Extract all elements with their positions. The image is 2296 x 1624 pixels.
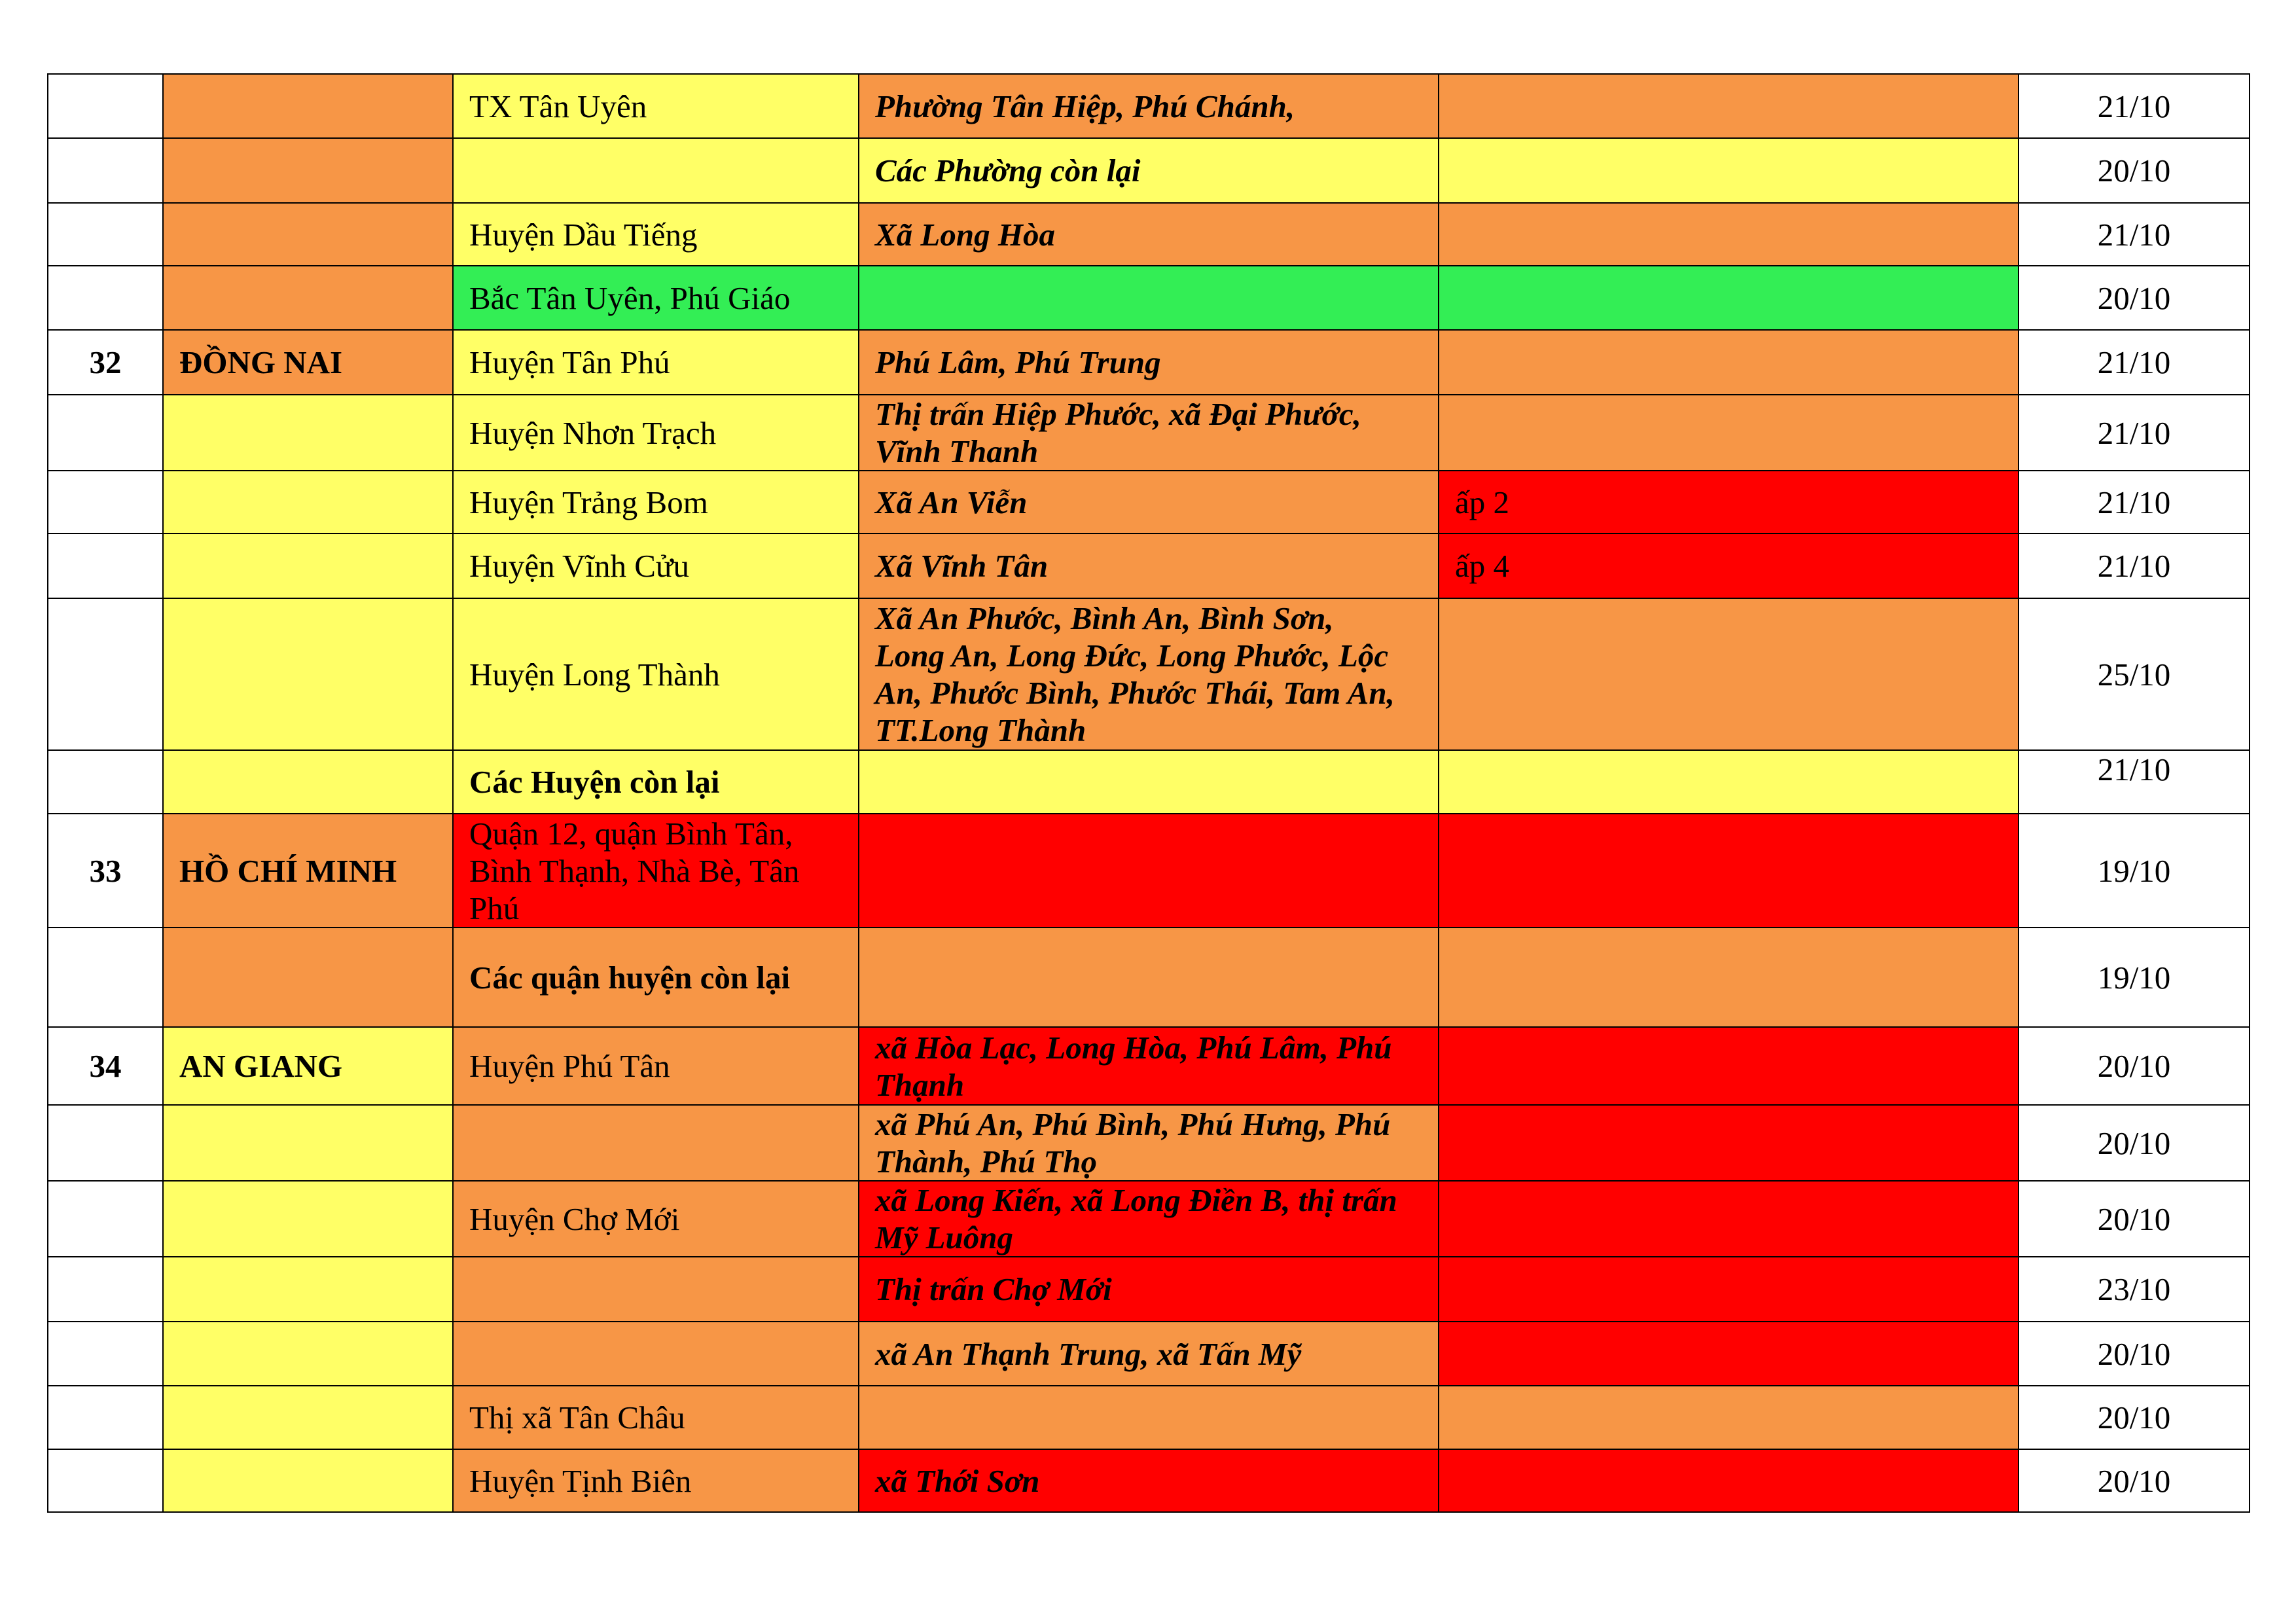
- province-cell: [163, 1257, 453, 1322]
- hamlet-cell: [1439, 138, 2018, 203]
- date-cell: 20/10: [2018, 266, 2250, 330]
- hamlet-cell: [1439, 928, 2018, 1027]
- province-cell: [163, 533, 453, 598]
- hamlet-cell: ấp 4: [1439, 533, 2018, 598]
- risk-level-table: [47, 73, 2250, 1513]
- district-cell: Bắc Tân Uyên, Phú Giáo: [453, 266, 859, 330]
- hamlet-cell: [1439, 1027, 2018, 1105]
- commune-cell: Phường Tân Hiệp, Phú Chánh,: [859, 74, 1439, 138]
- district-cell: Huyện Vĩnh Cửu: [453, 533, 859, 598]
- table-row: [48, 330, 2250, 395]
- stt-cell: [48, 395, 163, 471]
- hamlet-cell: [1439, 74, 2018, 138]
- date-cell: 19/10: [2018, 928, 2250, 1027]
- stt-cell: [48, 1181, 163, 1257]
- district-cell: Huyện Tịnh Biên: [453, 1449, 859, 1512]
- commune-cell: xã Hòa Lạc, Long Hòa, Phú Lâm, Phú Thạnh: [859, 1027, 1439, 1105]
- table-row: [48, 471, 2250, 533]
- date-cell: 23/10: [2018, 1257, 2250, 1322]
- date-cell: 20/10: [2018, 138, 2250, 203]
- district-cell: [453, 1257, 859, 1322]
- date-cell: 21/10: [2018, 395, 2250, 471]
- district-cell: Huyện Dầu Tiếng: [453, 203, 859, 266]
- table-row: [48, 395, 2250, 471]
- date-cell: 21/10: [2018, 471, 2250, 533]
- stt-cell: [48, 1322, 163, 1386]
- commune-cell: Phú Lâm, Phú Trung: [859, 330, 1439, 395]
- district-cell: Huyện Tân Phú: [453, 330, 859, 395]
- table-row: [48, 598, 2250, 750]
- commune-cell: Xã Long Hòa: [859, 203, 1439, 266]
- stt-cell: 33: [48, 814, 163, 928]
- hamlet-cell: [1439, 1105, 2018, 1181]
- stt-cell: [48, 533, 163, 598]
- hamlet-cell: [1439, 1386, 2018, 1449]
- hamlet-cell: [1439, 395, 2018, 471]
- date-cell: 20/10: [2018, 1181, 2250, 1257]
- table-row: [48, 74, 2250, 138]
- table-row: [48, 928, 2250, 1027]
- hamlet-cell: ấp 2: [1439, 471, 2018, 533]
- province-cell: [163, 1386, 453, 1449]
- stt-cell: [48, 266, 163, 330]
- district-cell: [453, 1105, 859, 1181]
- commune-cell: Thị trấn Hiệp Phước, xã Đại Phước, Vĩnh Thanh: [859, 395, 1439, 471]
- date-cell: 21/10: [2018, 330, 2250, 395]
- hamlet-cell: [1439, 1449, 2018, 1512]
- province-cell: [163, 750, 453, 814]
- province-cell: [163, 203, 453, 266]
- date-cell: 21/10: [2018, 203, 2250, 266]
- date-cell: 21/10: [2018, 750, 2250, 814]
- hamlet-cell: [1439, 203, 2018, 266]
- stt-cell: [48, 138, 163, 203]
- table-row: [48, 266, 2250, 330]
- province-cell: [163, 598, 453, 750]
- stt-cell: [48, 471, 163, 533]
- hamlet-cell: [1439, 814, 2018, 928]
- date-cell: 20/10: [2018, 1386, 2250, 1449]
- province-cell: [163, 1105, 453, 1181]
- commune-cell: xã Long Kiến, xã Long Điền B, thị trấn Mỹ Luông: [859, 1181, 1439, 1257]
- province-cell: [163, 395, 453, 471]
- hamlet-cell: [1439, 1257, 2018, 1322]
- date-cell: 20/10: [2018, 1105, 2250, 1181]
- district-cell: Các Huyện còn lại: [453, 750, 859, 814]
- district-cell: Huyện Phú Tân: [453, 1027, 859, 1105]
- commune-cell: [859, 1386, 1439, 1449]
- hamlet-cell: [1439, 1322, 2018, 1386]
- province-cell: [163, 928, 453, 1027]
- table-row: [48, 1257, 2250, 1322]
- province-cell: [163, 74, 453, 138]
- province-cell: AN GIANG: [163, 1027, 453, 1105]
- table-row: [48, 1027, 2250, 1105]
- commune-cell: xã Phú An, Phú Bình, Phú Hưng, Phú Thành, Phú Thọ: [859, 1105, 1439, 1181]
- table-row: [48, 1449, 2250, 1512]
- district-cell: Huyện Nhơn Trạch: [453, 395, 859, 471]
- date-cell: 20/10: [2018, 1449, 2250, 1512]
- commune-cell: [859, 266, 1439, 330]
- table-row: [48, 138, 2250, 203]
- province-cell: [163, 266, 453, 330]
- commune-cell: Các Phường còn lại: [859, 138, 1439, 203]
- commune-cell: Thị trấn Chợ Mới: [859, 1257, 1439, 1322]
- table-row: [48, 203, 2250, 266]
- stt-cell: [48, 203, 163, 266]
- stt-cell: [48, 1449, 163, 1512]
- date-cell: 21/10: [2018, 74, 2250, 138]
- table-row: [48, 1105, 2250, 1181]
- district-cell: [453, 138, 859, 203]
- district-cell: Huyện Chợ Mới: [453, 1181, 859, 1257]
- table-row: [48, 1181, 2250, 1257]
- province-cell: [163, 138, 453, 203]
- province-cell: [163, 1322, 453, 1386]
- district-cell: TX Tân Uyên: [453, 74, 859, 138]
- stt-cell: [48, 74, 163, 138]
- hamlet-cell: [1439, 330, 2018, 395]
- district-cell: Huyện Long Thành: [453, 598, 859, 750]
- stt-cell: [48, 598, 163, 750]
- stt-cell: [48, 750, 163, 814]
- commune-cell: [859, 928, 1439, 1027]
- table-row: [48, 1322, 2250, 1386]
- table-row: [48, 814, 2250, 928]
- stt-cell: 34: [48, 1027, 163, 1105]
- date-cell: 25/10: [2018, 598, 2250, 750]
- date-cell: 20/10: [2018, 1027, 2250, 1105]
- commune-cell: [859, 750, 1439, 814]
- hamlet-cell: [1439, 598, 2018, 750]
- district-cell: Các quận huyện còn lại: [453, 928, 859, 1027]
- date-cell: 21/10: [2018, 533, 2250, 598]
- table-row: [48, 750, 2250, 814]
- hamlet-cell: [1439, 1181, 2018, 1257]
- commune-cell: Xã Vĩnh Tân: [859, 533, 1439, 598]
- commune-cell: [859, 814, 1439, 928]
- table-row: [48, 533, 2250, 598]
- date-cell: 20/10: [2018, 1322, 2250, 1386]
- province-cell: [163, 1449, 453, 1512]
- table-row: [48, 1386, 2250, 1449]
- district-cell: Quận 12, quận Bình Tân, Bình Thạnh, Nhà Bè, Tân Phú: [453, 814, 859, 928]
- stt-cell: [48, 1257, 163, 1322]
- district-cell: Huyện Trảng Bom: [453, 471, 859, 533]
- commune-cell: xã An Thạnh Trung, xã Tấn Mỹ: [859, 1322, 1439, 1386]
- province-cell: [163, 1181, 453, 1257]
- province-cell: [163, 471, 453, 533]
- stt-cell: [48, 1105, 163, 1181]
- hamlet-cell: [1439, 266, 2018, 330]
- commune-cell: Xã An Viễn: [859, 471, 1439, 533]
- commune-cell: Xã An Phước, Bình An, Bình Sơn, Long An, Long Đức, Long Phước, Lộc An, Phước Bình, Phước Thái, Tam An, TT.Long Thành: [859, 598, 1439, 750]
- stt-cell: [48, 1386, 163, 1449]
- date-cell: 19/10: [2018, 814, 2250, 928]
- province-cell: ĐỒNG NAI: [163, 330, 453, 395]
- stt-cell: 32: [48, 330, 163, 395]
- province-cell: HỒ CHÍ MINH: [163, 814, 453, 928]
- hamlet-cell: [1439, 750, 2018, 814]
- commune-cell: xã Thới Sơn: [859, 1449, 1439, 1512]
- stt-cell: [48, 928, 163, 1027]
- district-cell: Thị xã Tân Châu: [453, 1386, 859, 1449]
- district-cell: [453, 1322, 859, 1386]
